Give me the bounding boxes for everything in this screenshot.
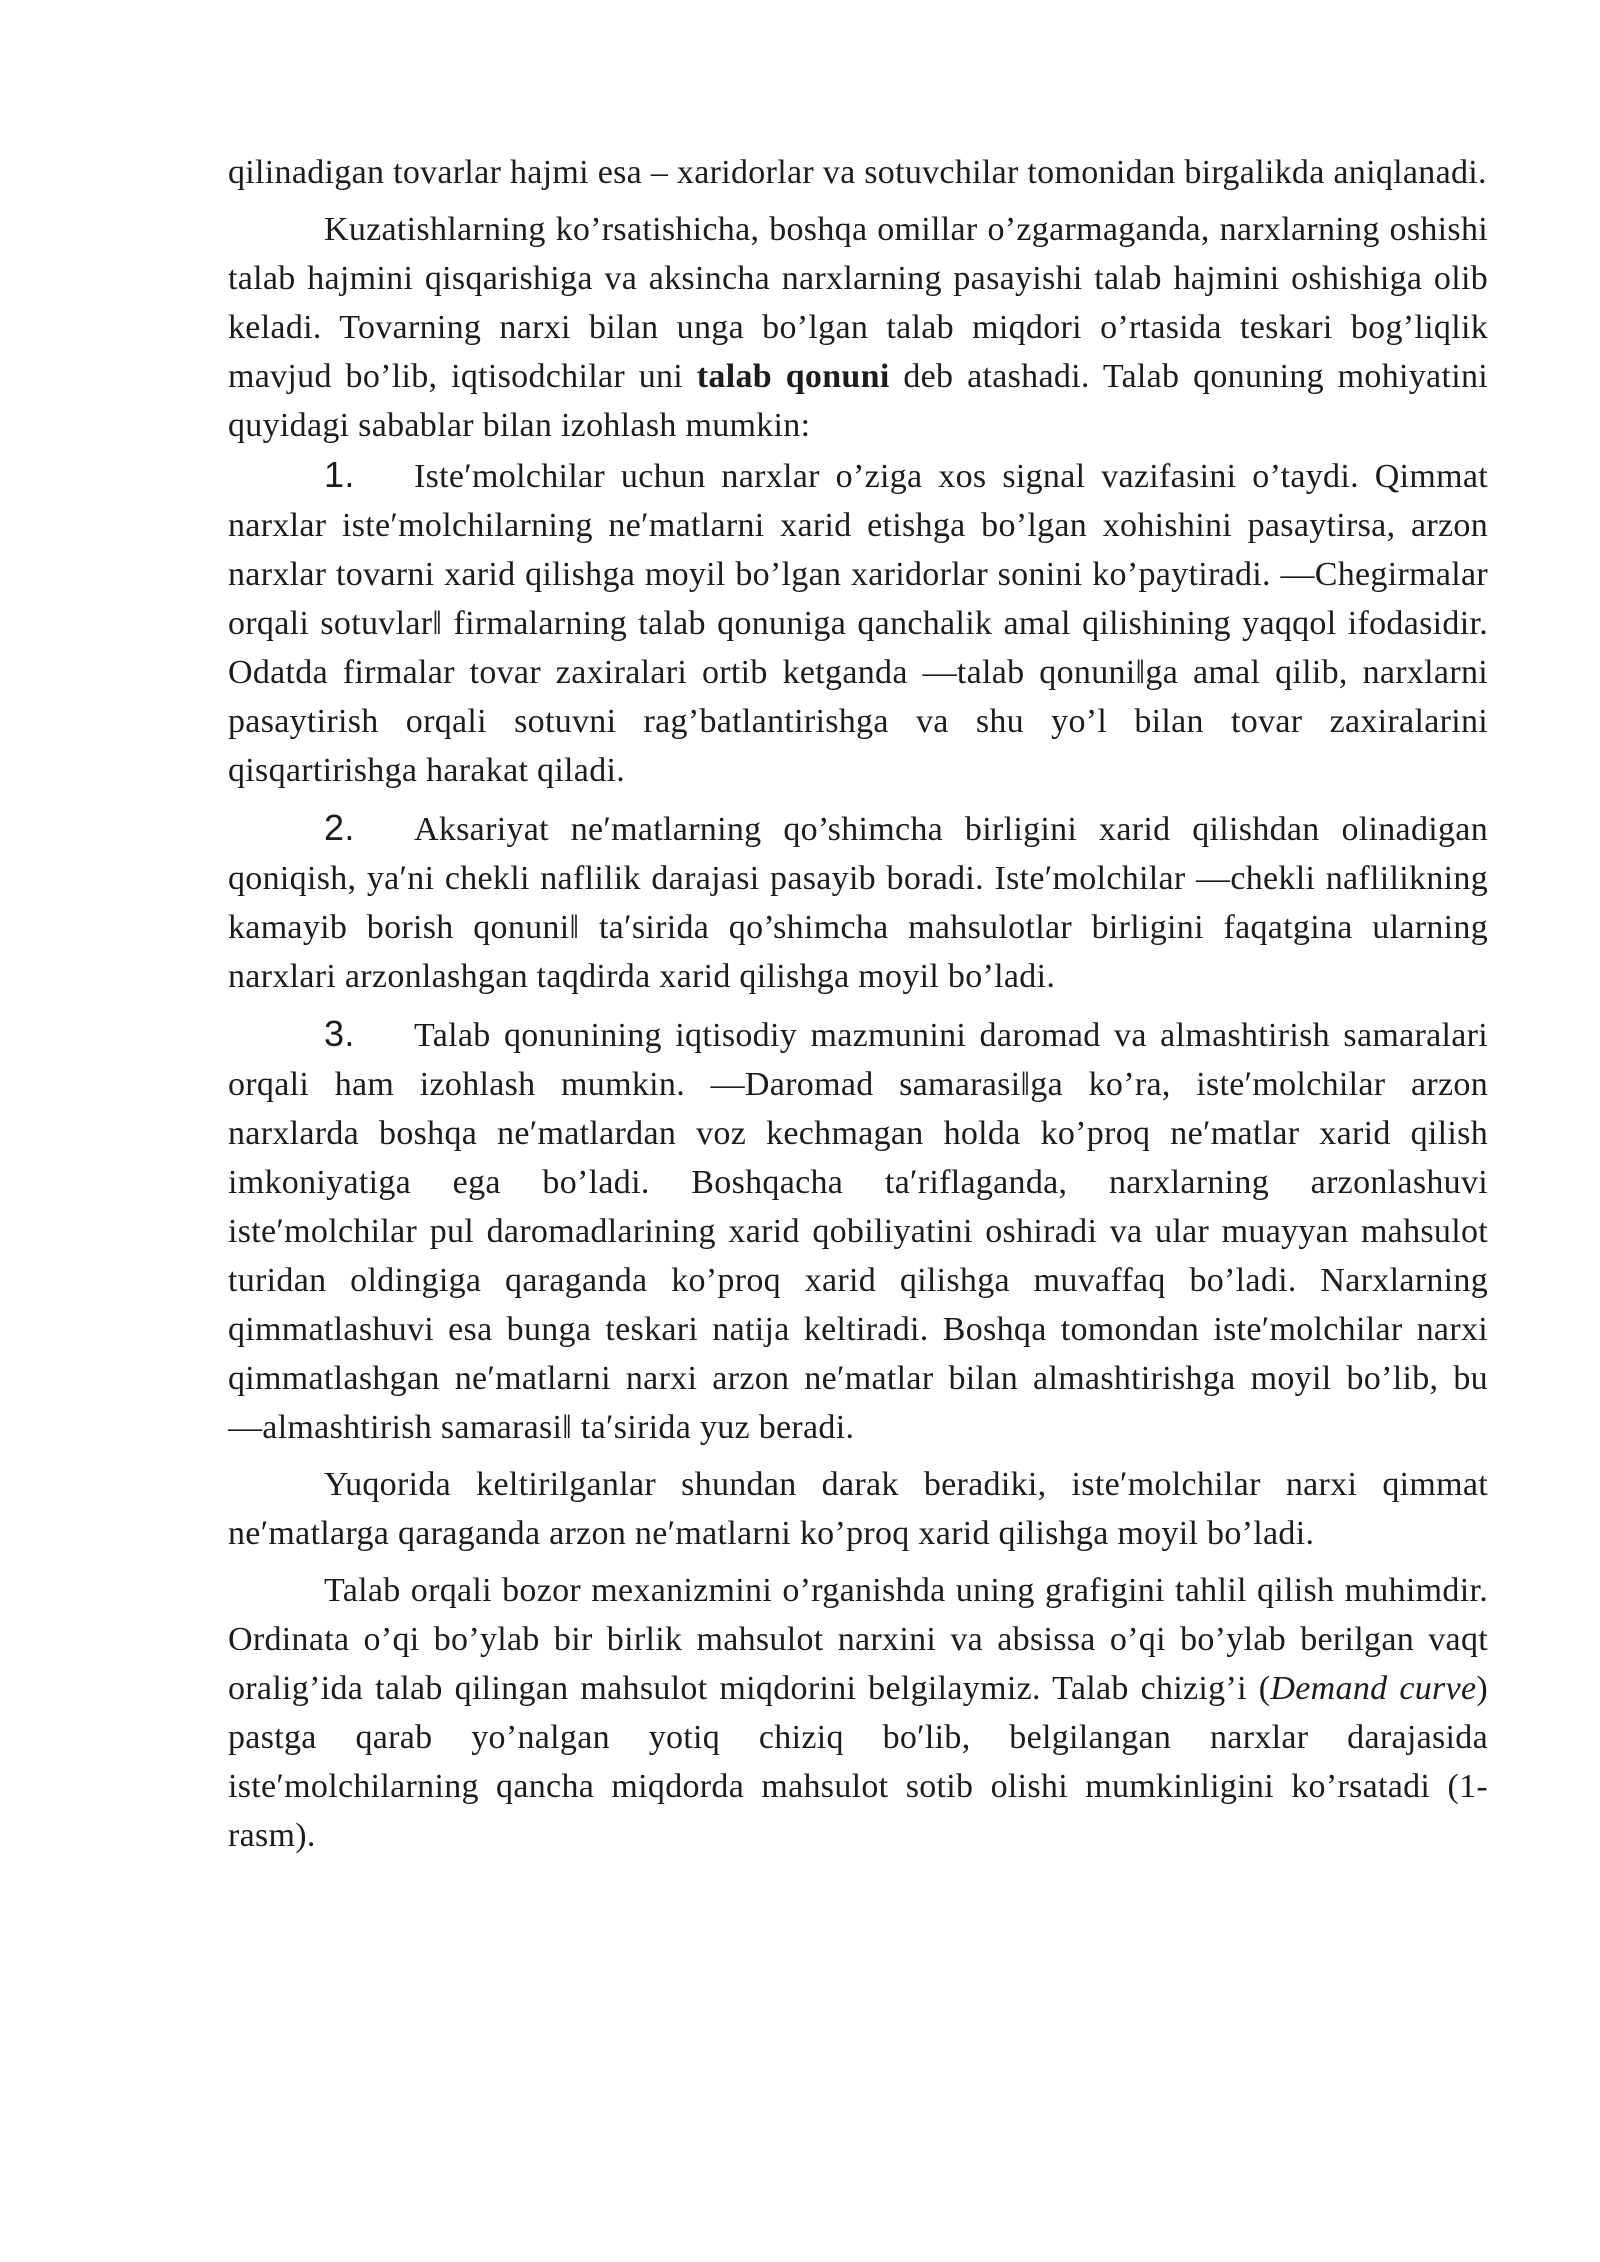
list-item-1 xyxy=(228,450,1488,795)
list-item-3 xyxy=(228,1009,1488,1452)
paragraph-demand-curve xyxy=(228,1566,1488,1860)
paragraph-text: deb atashadi. Talab qonuning mohiyatini quyidagi sabablar bilan izohlash mumkin: xyxy=(228,358,1488,444)
list-item-2 xyxy=(228,803,1488,1001)
paragraph-text: qilinadigan tovarlar hajmi esa – xaridorlar va sotuvchilar tomonidan birgalikda aniqlanadi. xyxy=(228,154,1487,191)
paragraph-continuation xyxy=(228,148,1488,197)
paragraph-text: Talab orqali bozor mexanizmini o’rganishda uning grafigini tahlil qilish muhimdir. Ordinata o’qi bo’ylab bir birlik mahsulot narxini va absissa o’qi bo’ylab berilgan vaqt oralig’ida talab qilingan mahsulot miqdorini belgilaymiz. Talab chizig’i ( xyxy=(228,1572,1488,1707)
paragraph-conclusion xyxy=(228,1460,1488,1558)
italic-term: Demand curve xyxy=(1270,1670,1477,1707)
bold-term: talab qonuni xyxy=(696,358,890,395)
body-text xyxy=(228,148,1488,1860)
list-number: 3. xyxy=(324,1013,355,1054)
paragraph-text: Kuzatishlarning ko’rsatishicha, boshqa omillar o’zgarmaganda, narxlarning oshishi talab hajmini qisqarishiga va aksincha narxlarning pasayishi talab hajmini oshishiga olib keladi. Tovarning narxi bilan unga bo’lgan talab miqdori o’rtasida teskari bog’liqlik mavjud bo’lib, iqtisodchilar uni xyxy=(228,211,1488,395)
paragraph-text: Yuqorida keltirilganlar shundan darak beradiki, isteʹmolchilar narxi qimmat neʹmatlarga qaraganda arzon neʹmatlarni ko’proq xarid qilishga moyil bo’ladi. xyxy=(228,1466,1488,1552)
list-number: 2. xyxy=(324,807,355,848)
paragraph-demand-law xyxy=(228,205,1488,450)
list-item-text: Aksariyat neʹmatlarning qo’shimcha birligini xarid qilishdan olinadigan qoniqish, yaʹni chekli naflilik darajasi pasayib boradi. Isteʹmolchilar ―chekli naflilikning kamayib borish qonuni‖ taʹsirida qo’shimcha mahsulotlar birligini faqatgina ularning narxlari arzonlashgan taqdirda xarid qilishga moyil bo’ladi. xyxy=(228,811,1488,995)
paragraph-text: ) pastga qarab yo’nalgan yotiq chiziq boʹlib, belgilangan narxlar darajasida isteʹmolchilarning qancha miqdorda mahsulot sotib olishi mumkinligini ko’rsatadi (1-rasm). xyxy=(228,1670,1488,1854)
list-number: 1. xyxy=(324,454,355,495)
list-item-text: Isteʹmolchilar uchun narxlar o’ziga xos signal vazifasini o’taydi. Qimmat narxlar isteʹmolchilarning neʹmatlarni xarid etishga bo’lgan xohishini pasaytirsa, arzon narxlar tovarni xarid qilishga moyil bo’lgan xaridorlar sonini ko’paytiradi. ―Chegirmalar orqali sotuvlar‖ firmalarning talab qonuniga qanchalik amal qilishining yaqqol ifodasidir. Odatda firmalar tovar zaxiralari ortib ketganda ―talab qonuni‖ga amal qilib, narxlarni pasaytirish orqali sotuvni rag’batlantirishga va shu yo’l bilan tovar zaxiralarini qisqartirishga harakat qiladi. xyxy=(228,458,1488,789)
list-item-text: Talab qonunining iqtisodiy mazmunini daromad va almashtirish samaralari orqali ham izohlash mumkin. ―Daromad samarasi‖ga ko’ra, isteʹmolchilar arzon narxlarda boshqa neʹmatlardan voz kechmagan holda ko’proq neʹmatlar xarid qilish imkoniyatiga ega bo’ladi. Boshqacha taʹriflaganda, narxlarning arzonlashuvi isteʹmolchilar pul daromadlarining xarid qobiliyatini oshiradi va ular muayyan mahsulot turidan oldingiga qaraganda ko’proq xarid qilishga muvaffaq bo’ladi. Narxlarning qimmatlashuvi esa bunga teskari natija keltiradi. Boshqa tomondan isteʹmolchilar narxi qimmatlashgan neʹmatlarni narxi arzon neʹmatlar bilan almashtirishga moyil bo’lib, bu ―almashtirish samarasi‖ taʹsirida yuz beradi. xyxy=(228,1017,1488,1446)
